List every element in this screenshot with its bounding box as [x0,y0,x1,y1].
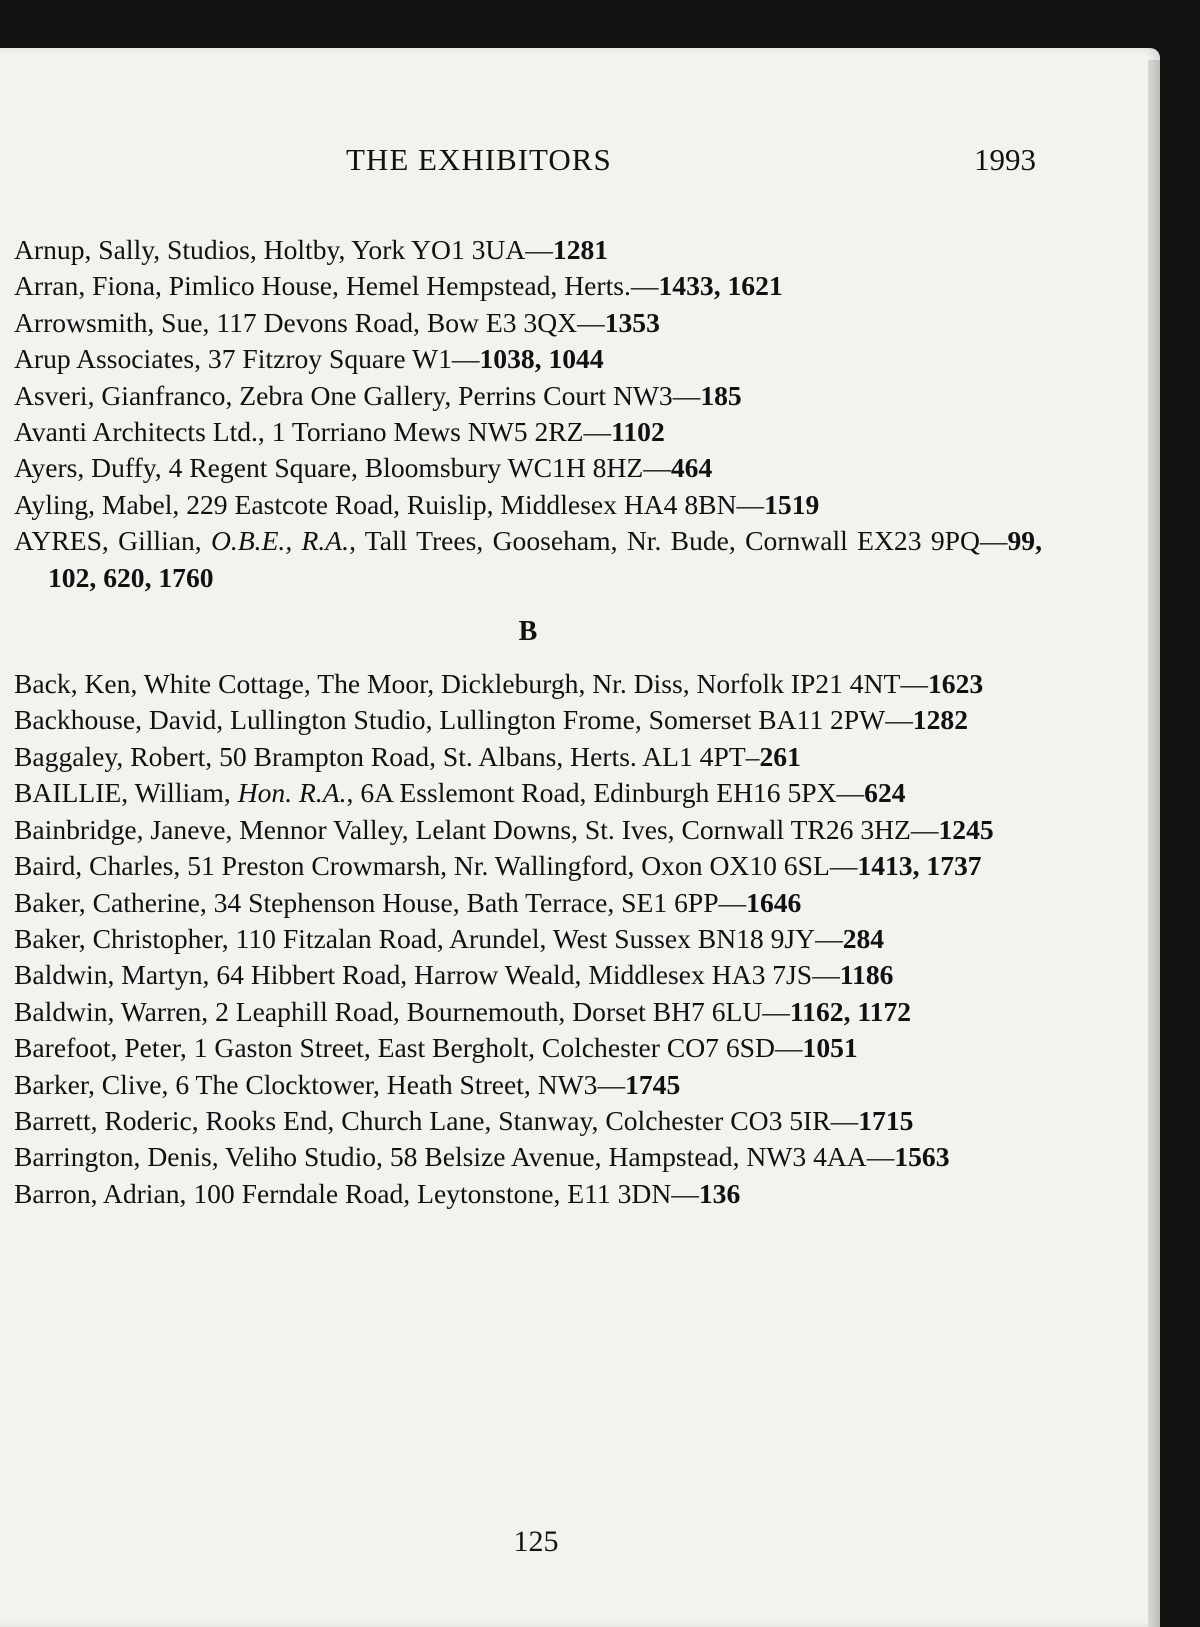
catalogue-numbers: 1519 [764,488,820,520]
list-item: Arrowsmith, Sue, 117 Devons Road, Bow E3 3QX—1353 [14,306,660,338]
catalogue-numbers: 284 [842,922,885,954]
running-header [0,142,1040,182]
catalogue-numbers: 136 [698,1177,741,1209]
page-title: THE EXHIBITORS [346,142,612,177]
list-item: Back, Ken, White Cottage, The Moor, Dickleburgh, Nr. Diss, Norfolk IP21 4NT—1623 [14,668,984,700]
catalogue-numbers: 99, 102, 620, 1760 [48,525,1042,593]
catalogue-numbers: 1282 [912,704,968,736]
section-letter: B [518,616,538,648]
catalogue-numbers: 1162, 1172 [789,995,912,1027]
catalogue-numbers: 1102 [611,416,665,448]
list-item: Barron, Adrian, 100 Ferndale Road, Leytonstone, E11 3DN—136 [14,1177,741,1209]
list-item: Baker, Christopher, 110 Fitzalan Road, Arundel, West Sussex BN18 9JY—284 [14,922,885,954]
honours: Hon. R.A. [237,777,347,809]
catalogue-numbers: 185 [700,379,742,411]
list-item: Arran, Fiona, Pimlico House, Hemel Hempstead, Herts.—1433, 1621 [14,270,783,302]
list-item-ayres: AYRES, Gillian, O.B.E., R.A., Tall Trees, Gooseham, Nr. Bude, Cornwall EX23 9PQ—99, 102, 620, 1760 [14,525,1042,593]
list-item: Avanti Architects Ltd., 1 Torriano Mews NW5 2RZ—1102 [14,416,665,448]
year-label: 1993 [974,142,1036,177]
catalogue-numbers: 1281 [552,234,609,265]
honours: O.B.E., R.A. [211,525,350,557]
entries-a [14,232,1042,596]
page-number: 125 [513,1525,559,1558]
catalogue-numbers: 464 [670,452,713,484]
catalogue-numbers: 1433, 1621 [658,270,783,302]
list-item: Baker, Catherine, 34 Stephenson House, Bath Terrace, SE1 6PP—1646 [14,886,802,918]
catalogue-numbers: 1245 [938,813,994,845]
catalogue-numbers: 1413, 1737 [857,850,982,882]
page-edge [1148,60,1160,1627]
list-item: Ayling, Mabel, 229 Eastcote Road, Ruislip, Middlesex HA4 8BN—1519 [14,488,820,520]
catalogue-numbers: 624 [864,777,906,809]
list-item: Barker, Clive, 6 The Clocktower, Heath Street, NW3—1745 [14,1068,681,1100]
list-item: Arup Associates, 37 Fitzroy Square W1—1038, 1044 [14,343,604,375]
list-item: Baggaley, Robert, 50 Brampton Road, St. Albans, Herts. AL1 4PT–261 [14,740,801,772]
catalogue-numbers: 1186 [839,959,894,991]
list-item: Baird, Charles, 51 Preston Crowmarsh, Nr. Wallingford, Oxon OX10 6SL—1413, 1737 [14,850,982,882]
list-item: Baldwin, Warren, 2 Leaphill Road, Bournemouth, Dorset BH7 6LU—1162, 1172 [14,995,912,1027]
catalogue-numbers: 1623 [927,668,984,700]
exhibitor-list [14,232,1042,1212]
list-item: Barrington, Denis, Veliho Studio, 58 Belsize Avenue, Hampstead, NW3 4AA—1563 [14,1141,950,1173]
catalogue-numbers: 1038, 1044 [479,343,604,375]
list-item: Baldwin, Martyn, 64 Hibbert Road, Harrow Weald, Middlesex HA3 7JS—1186 [14,959,894,991]
catalogue-numbers: 261 [759,740,801,772]
entries-b [14,666,1042,1212]
list-item: Asveri, Gianfranco, Zebra One Gallery, Perrins Court NW3—185 [14,379,742,411]
list-item: Barefoot, Peter, 1 Gaston Street, East Bergholt, Colchester CO7 6SD—1051 [14,1032,858,1064]
catalogue-numbers: 1745 [625,1068,681,1100]
list-item-baillie: BAILLIE, William, Hon. R.A., 6A Esslemont Road, Edinburgh EH16 5PX—624 [14,777,906,809]
catalogue-numbers: 1051 [802,1032,858,1064]
list-item: Bainbridge, Janeve, Mennor Valley, Lelant Downs, St. Ives, Cornwall TR26 3HZ—1245 [14,813,994,845]
catalogue-numbers: 1715 [858,1104,914,1136]
list-item: Backhouse, David, Lullington Studio, Lullington Frome, Somerset BA11 2PW—1282 [14,704,968,736]
list-item: Arnup, Sally, Studios, Holtby, York YO1 3UA—1281 [14,234,609,265]
list-item: Ayers, Duffy, 4 Regent Square, Bloomsbury WC1H 8HZ—464 [14,452,713,484]
catalogue-numbers: 1563 [894,1141,950,1173]
list-item: Barrett, Roderic, Rooks End, Church Lane, Stanway, Colchester CO3 5IR—1715 [14,1104,914,1136]
catalogue-numbers: 1646 [746,886,802,918]
catalogue-numbers: 1353 [604,306,660,338]
